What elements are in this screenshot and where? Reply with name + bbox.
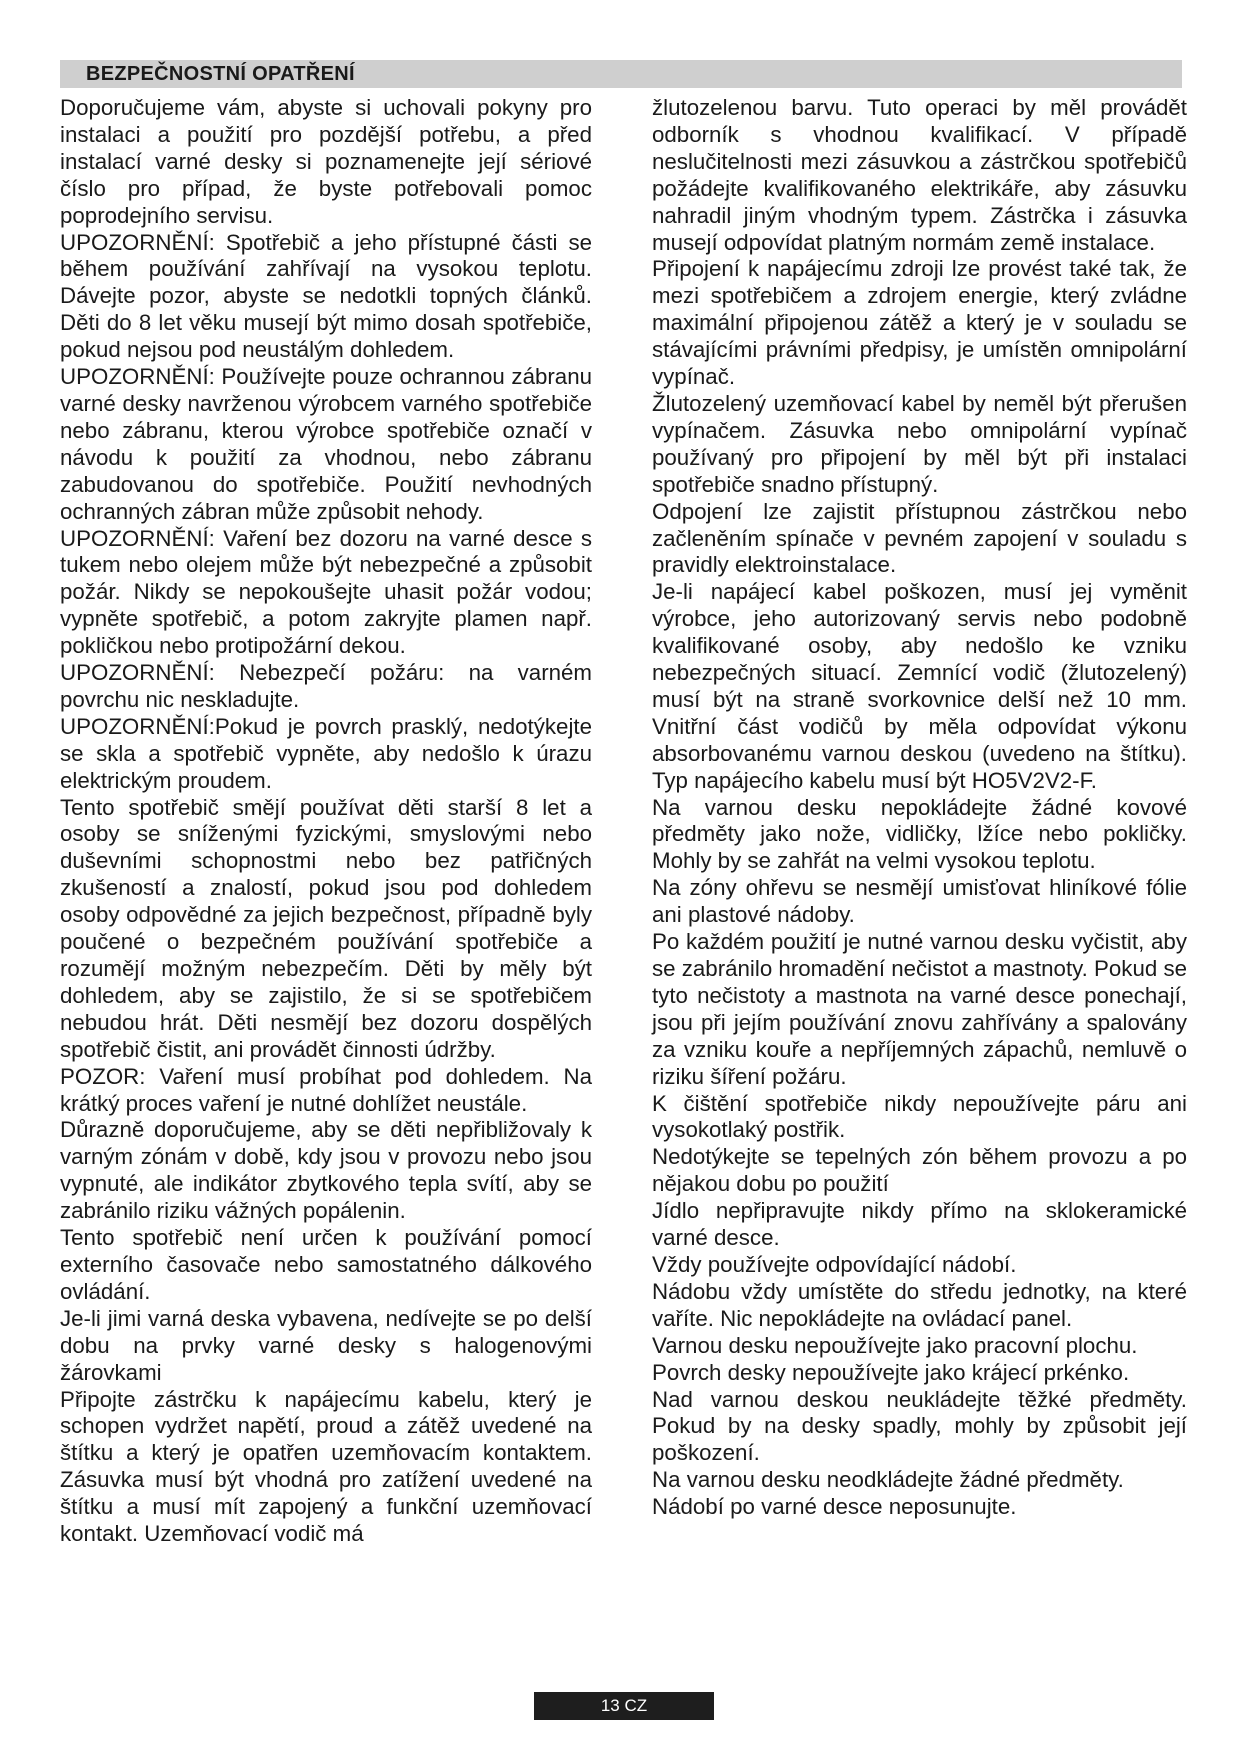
paragraph: UPOZORNĚNÍ: Používejte pouze ochrannou zábranu varné desky navrženou výrobcem varného spotřebiče nebo zábranu, kterou výrobce spotřebiče označí v návodu k použití za vhodnou, nebo zábranu zabudovanou do spotřebiče. Použití nevhodných ochranných zábran může způsobit nehody. (60, 364, 592, 524)
paragraph: Povrch desky nepoužívejte jako krájecí prkénko. (652, 1359, 1130, 1385)
paragraph: Tento spotřebič smějí používat děti starší 8 let a osoby se sníženými fyzickými, smyslovými nebo duševními schopnostmi nebo bez patřičných zkušeností a znalostí, pokud jsou pod dohledem osoby odpovědné za jejich bezpečnost, případně byly poučené o bezpečném používání spotřebiče a rozumějí možným nebezpečím. Děti by měly být dohledem, aby se zajistilo, že si se spotřebičem nebudou hrát. Děti nesmějí bez dozoru dospělých spotřebič čistit, ani provádět činnosti údržby. (60, 794, 592, 1062)
paragraph: Je-li napájecí kabel poškozen, musí jej vyměnit výrobce, jeho autorizovaný servis nebo podobně kvalifikované osoby, aby nedošlo ke vzniku nebezpečných situací. Zemnící vodič (žlutozelený) musí být na straně svorkovnice delší než 10 mm. Vnitřní část vodičů by měla odpovídat výkonu absorbovanému varnou deskou (uvedeno na štítku). Typ napájecího kabelu musí být HO5V2V2-F. (652, 579, 1187, 793)
right-column (652, 95, 1187, 1521)
paragraph: Nádobí po varné desce neposunujte. (652, 1494, 1017, 1520)
paragraph: Odpojení lze zajistit přístupnou zástrčkou nebo začleněním spínače v pevném zapojení v souladu s pravidly elektroinstalace. (652, 498, 1187, 578)
paragraph: Jídlo nepřipravujte nikdy přímo na sklokeramické varné desce. (652, 1198, 1187, 1251)
paragraph: Připojení k napájecímu zdroji lze provést také tak, že mezi spotřebičem a zdrojem energie, který zvládne maximální připojenou zátěž a který je v souladu se stávajícími právními předpisy, je umístěn omnipolární vypínač. (652, 256, 1187, 390)
paragraph: UPOZORNĚNÍ:Pokud je povrch prasklý, nedotýkejte se skla a spotřebič vypněte, aby nedošlo k úrazu elektrickým proudem. (60, 713, 592, 793)
paragraph: Nádobu vždy umístěte do středu jednotky, na které vaříte. Nic nepokládejte na ovládací panel. (652, 1278, 1187, 1331)
section-header-bar (60, 60, 1182, 88)
section-title: BEZPEČNOSTNÍ OPATŘENÍ (86, 63, 355, 85)
page-number: 13 CZ (534, 1692, 714, 1720)
paragraph: Je-li jimi varná deska vybavena, nedívejte se po delší dobu na prvky varné desky s halogenovými žárovkami (60, 1305, 592, 1385)
paragraph: Na zóny ohřevu se nesmějí umisťovat hliníkové fólie ani plastové nádoby. (652, 875, 1187, 928)
paragraph: Na varnou desku nepokládejte žádné kovové předměty jako nože, vidličky, lžíce nebo pokličky. Mohly by se zahřát na velmi vysokou teplotu. (652, 794, 1187, 874)
paragraph: Po každém použití je nutné varnou desku vyčistit, aby se zabránilo hromadění nečistot a mastnoty. Pokud se tyto nečistoty a mastnota na varné desce ponechají, jsou při jejím používání znovu zahřívány a spalovány za vzniku kouře a nepříjemných zápachů, nemluvě o riziku šíření požáru. (652, 929, 1188, 1089)
paragraph: Připojte zástrčku k napájecímu kabelu, který je schopen vydržet napětí, proud a zátěž uvedené na štítku a který je opatřen uzemňovacím kontaktem. Zásuvka musí být vhodná pro zatížení uvedené na štítku a musí mít zapojený a funkční uzemňovací kontakt. Uzemňovací vodič má (60, 1386, 592, 1547)
paragraph: Nad varnou deskou neukládejte těžké předměty. Pokud by na desky spadly, mohly by způsobit její poškození. (652, 1386, 1187, 1466)
paragraph: POZOR: Vaření musí probíhat pod dohledem. Na krátký proces vaření je nutné dohlížet neustále. (60, 1063, 592, 1116)
paragraph: Vždy používejte odpovídající nádobí. (652, 1251, 1017, 1277)
paragraph: UPOZORNĚNÍ: Spotřebič a jeho přístupné části se během používání zahřívají na vysokou teplotu. Dávejte pozor, abyste se nedotkli topných článků. Děti do 8 let věku musejí být mimo dosah spotřebiče, pokud nejsou pod neustálým dohledem. (60, 229, 592, 363)
paragraph: Důrazně doporučujeme, aby se děti nepřibližovaly k varným zónám v době, kdy jsou v provozu nebo jsou vypnuté, ale indikátor zbytkového tepla svítí, aby se zabránilo riziku vážných popálenin. (60, 1117, 592, 1224)
paragraph: UPOZORNĚNÍ: Vaření bez dozoru na varné desce s tukem nebo olejem může být nebezpečné a způsobit požár. Nikdy se nepokoušejte uhasit požár vodou; vypněte spotřebič, a potom zakryjte plamen např. pokličkou nebo protipožární dekou. (60, 525, 592, 659)
paragraph: Nedotýkejte se tepelných zón během provozu a po nějakou dobu po použití (652, 1144, 1187, 1197)
paragraph: Žlutozelený uzemňovací kabel by neměl být přerušen vypínačem. Zásuvka nebo omnipolární vypínač používaný pro připojení by měl být při instalaci spotřebiče snadno přístupný. (652, 390, 1187, 497)
paragraph: UPOZORNĚNÍ: Nebezpečí požáru: na varném povrchu nic neskladujte. (60, 660, 592, 712)
paragraph: K čištění spotřebiče nikdy nepoužívejte páru ani vysokotlaký postřik. (652, 1090, 1187, 1143)
left-column (60, 95, 592, 1548)
paragraph: Varnou desku nepoužívejte jako pracovní plochu. (652, 1332, 1138, 1358)
paragraph: žlutozelenou barvu. Tuto operaci by měl provádět odborník s vhodnou kvalifikací. V případě neslučitelnosti mezi zásuvkou a zástrčkou spotřebičů požádejte kvalifikovaného elektrikáře, aby zásuvku nahradil jiným vhodným typem. Zástrčka i zásuvka musejí odpovídat platným normám země instalace. (652, 95, 1187, 255)
paragraph: Na varnou desku neodkládejte žádné předměty. (652, 1467, 1124, 1493)
paragraph: Doporučujeme vám, abyste si uchovali pokyny pro instalaci a použití pro pozdější potřebu, a před instalací varné desky si poznamenejte její sériové číslo pro případ, že byste potřebovali pomoc poprodejního servisu. (60, 95, 592, 228)
paragraph: Tento spotřebič není určen k používání pomocí externího časovače nebo samostatného dálkového ovládání. (60, 1225, 592, 1304)
